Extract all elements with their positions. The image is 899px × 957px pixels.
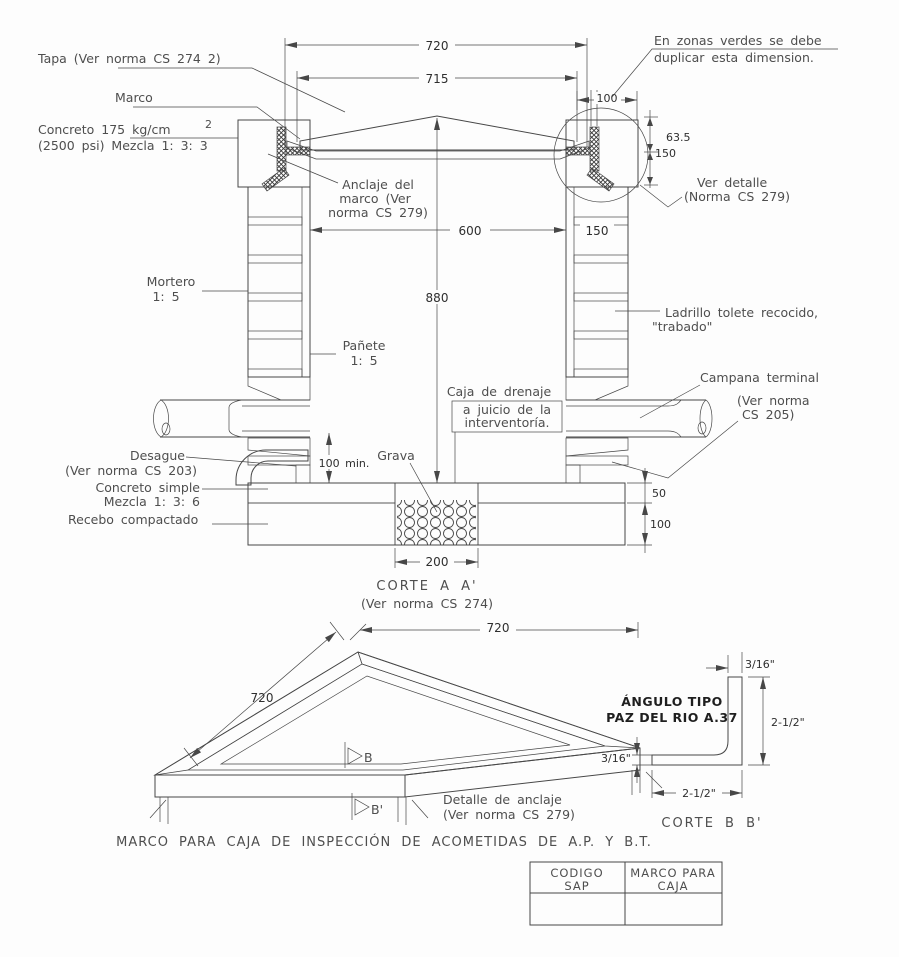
- dim-label-100: 100: [596, 92, 618, 105]
- marco-text: Marco: [115, 90, 153, 105]
- label-detalle-anclaje: [443, 792, 575, 822]
- angle-dim-top: [706, 652, 775, 673]
- section-marker-b-prime-triangle: [355, 799, 369, 815]
- angle-dim-left-label: 3/16": [601, 752, 631, 765]
- desague-text-2: (Ver norma CS 203): [65, 463, 197, 478]
- corte-bb-title: CORTE B B': [661, 816, 763, 831]
- dim-label-715: 715: [425, 72, 449, 86]
- campana-text-3: CS 205): [742, 407, 795, 422]
- angle-name-1: ÁNGULO TIPO: [621, 694, 723, 709]
- dim-600-interior: [310, 223, 566, 238]
- dim-label-150-wall: 150: [585, 224, 609, 238]
- left-pipe-break: [154, 400, 162, 437]
- right-mortar-stub: [566, 465, 580, 483]
- corte-aa-section: [37, 33, 838, 611]
- right-wall-mortar-joints: [574, 217, 628, 377]
- desague-spout: [236, 450, 308, 485]
- dim-label-200: 200: [425, 555, 449, 569]
- angle-detail: [601, 652, 805, 831]
- grava-text: Grava: [377, 448, 415, 463]
- corte-aa-subtitle: (Ver norma CS 274): [361, 596, 493, 611]
- marker-b-text: B: [364, 750, 373, 765]
- campana-text-1: Campana terminal: [700, 370, 819, 385]
- concrete-band-right: [478, 483, 625, 503]
- concrete-band-left: [248, 483, 395, 503]
- anclaje-text-3: norma CS 279): [328, 205, 428, 220]
- concreto-text-1: Concreto 175 kg/cm: [38, 122, 171, 137]
- drawing-title: MARCO PARA CAJA DE INSPECCIÓN DE ACOMETIDAS DE A.P. Y B.T.: [116, 835, 652, 850]
- frame-inner-rim: [221, 676, 570, 764]
- recebo-right: [478, 503, 625, 545]
- zonas-text-1: En zonas verdes se debe: [654, 33, 822, 48]
- dim-label-600: 600: [458, 224, 482, 238]
- left-mortar-stub: [296, 465, 310, 483]
- left-wall-mortar-joints: [248, 217, 302, 377]
- left-pipe-upper-wedge: [248, 377, 310, 400]
- base-slab: [248, 483, 625, 545]
- dim-200-gravel: [395, 548, 478, 569]
- caja-text-3: interventoría.: [464, 415, 550, 430]
- marker-b-prime-text: B': [371, 802, 384, 817]
- recebo-text: Recebo compactado: [68, 512, 199, 527]
- dim-720-top: [285, 38, 587, 147]
- concreto-simple-text-1: Concreto simple: [95, 480, 200, 495]
- detalle-anclaje-text-2: (Ver norma CS 279): [443, 807, 575, 822]
- caja-text-2: a juicio de la: [462, 402, 552, 417]
- angle-name: [606, 694, 738, 725]
- dim-100-edge: [577, 91, 637, 120]
- label-mortero: [147, 274, 248, 304]
- angle-dim-bottom: [652, 770, 742, 800]
- iso-dim-top-720: [350, 620, 638, 640]
- iso-dim-label-top: 720: [486, 621, 510, 635]
- dim-635-150-right: [644, 110, 691, 188]
- dim-label-100-base: 100: [650, 518, 671, 531]
- caja-text-1: Caja de drenaje: [446, 384, 552, 399]
- dim-label-150-v: 150: [655, 147, 676, 160]
- section-marker-b-triangle: [348, 748, 362, 764]
- iso-frame-view: [116, 620, 662, 850]
- rim-hatch-right: [358, 652, 640, 748]
- left-pipe-lower-wedge: [248, 438, 310, 456]
- label-ver-detalle: [640, 175, 790, 207]
- dim-150-wall: [580, 223, 614, 238]
- concreto-sup: 2: [205, 118, 212, 131]
- dim-880-depth: [420, 118, 454, 483]
- left-wall: [248, 187, 310, 483]
- corte-aa-title: CORTE A A': [376, 579, 478, 594]
- dim-100-min: [314, 433, 374, 483]
- detalle-anclaje-text-1: Detalle de anclaje: [443, 792, 562, 807]
- label-caja-drenaje: [447, 384, 562, 483]
- left-anchor-strap: [262, 127, 310, 191]
- label-concreto: [38, 118, 238, 153]
- zonas-text-2: duplicar esta dimension.: [654, 50, 814, 65]
- angle-dim-bottom-label: 2-1/2": [682, 787, 716, 800]
- dim-label-880: 880: [425, 291, 449, 305]
- recebo-left: [248, 503, 395, 545]
- concreto-text-2: (2500 psi) Mezcla 1: 3: 3: [38, 138, 208, 153]
- angle-name-2: PAZ DEL RIO A.37: [606, 710, 738, 725]
- mortero-text-1: Mortero: [146, 274, 196, 289]
- label-recebo: [68, 512, 268, 527]
- dim-label-50: 50: [652, 487, 666, 500]
- label-concreto-simple: [95, 480, 268, 509]
- right-anchor-strap: [566, 127, 614, 191]
- titleblock-sap: SAP: [564, 879, 590, 893]
- iso-dim-left-720: [184, 622, 344, 766]
- label-ladrillo: [615, 305, 818, 334]
- panete-text-1: Pañete: [342, 338, 386, 353]
- label-zonas-verdes: [612, 33, 838, 97]
- concreto-simple-text-2: Mezcla 1: 3: 6: [103, 494, 200, 509]
- angle-dim-top-label: 3/16": [745, 658, 775, 671]
- frame-front-face: [155, 775, 405, 797]
- right-pipe-lower-wedge: [566, 438, 628, 456]
- gravel-fill: [397, 500, 476, 545]
- titleblock-caja: CAJA: [657, 879, 689, 893]
- campana-text-2: (Ver norma: [737, 393, 810, 408]
- left-panete-layer: [302, 187, 310, 377]
- desague-text-1: Desague: [129, 448, 185, 463]
- title-block: [530, 862, 722, 925]
- tapa-text: Tapa (Ver norma CS 274 2): [38, 51, 221, 66]
- anclaje-text-1: Anclaje del: [342, 177, 414, 192]
- titleblock-marco-para: MARCO PARA: [630, 866, 716, 880]
- section-caption: [361, 579, 493, 611]
- label-campana: [612, 370, 819, 478]
- right-pipe: [566, 400, 712, 437]
- ladrillo-text-2: "trabado": [652, 319, 713, 334]
- dim-label-63-5: 63.5: [666, 131, 691, 144]
- label-desague: [65, 448, 296, 478]
- ladrillo-text-1: Ladrillo tolete recocido,: [665, 305, 818, 320]
- left-pipe: [154, 400, 311, 437]
- panete-text-2: 1: 5: [350, 353, 378, 368]
- rim-hatch-left: [155, 652, 362, 775]
- right-pipe-break: [706, 400, 712, 437]
- label-tapa: [37, 51, 345, 112]
- label-panete: [310, 338, 386, 368]
- dim-label-100-min: 100 min.: [318, 457, 370, 470]
- angle-dim-right: [748, 677, 805, 765]
- right-pipe-upper-wedge: [566, 377, 628, 400]
- ver-detalle-text-2: (Norma CS 279): [684, 189, 790, 204]
- right-panete-layer: [566, 187, 574, 377]
- angle-dim-right-label: 2-1/2": [771, 716, 805, 729]
- anclaje-text-2: marco (Ver: [339, 191, 411, 206]
- iso-dim-label-left: 720: [250, 691, 274, 705]
- dim-50-100-base: [627, 468, 671, 553]
- mortero-text-2: 1: 5: [152, 289, 180, 304]
- titleblock-codigo: CODIGO: [550, 866, 604, 880]
- dim-label-720: 720: [425, 39, 449, 53]
- ver-detalle-text-1: Ver detalle: [697, 175, 768, 190]
